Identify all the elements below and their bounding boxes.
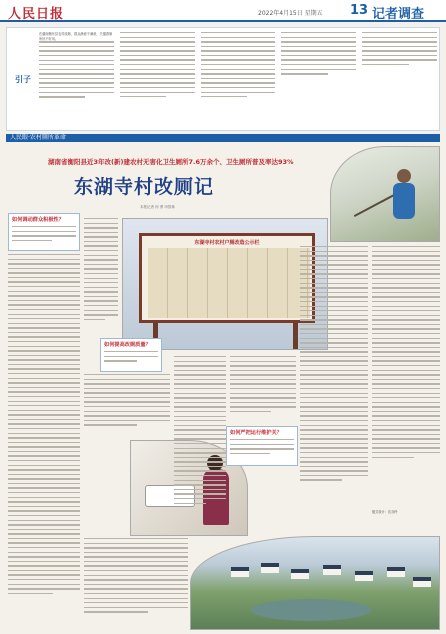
intro-column (362, 32, 437, 128)
article-column (84, 538, 188, 630)
article-headline: 东湖寺村改厕记 (74, 176, 215, 198)
intro-column (201, 32, 276, 128)
subhead-box (100, 338, 162, 372)
article-column (84, 218, 118, 338)
intro-column (120, 32, 195, 128)
subhead-box (8, 213, 80, 251)
notice-board-photo (122, 218, 328, 350)
notice-board-title: 东湖寺村农村户厕改造公示栏 (194, 240, 260, 246)
subhead-question: 如何提高改厕质量？ (104, 342, 151, 348)
layout-credit: 版式设计：沈亦伶 (372, 510, 398, 514)
article-column (230, 356, 296, 426)
intro-text-columns (39, 32, 437, 128)
section-band-label: 人民眼·农村厕所革命 (10, 134, 66, 141)
worker-photo (330, 146, 440, 242)
article-column (372, 246, 440, 532)
page-number: 13 (350, 3, 369, 18)
article-column (8, 254, 80, 630)
newspaper-logo: 人民日报 (8, 7, 65, 22)
section-title: 记者调查 (372, 7, 425, 22)
notice-board (139, 233, 315, 323)
subhead-question: 如何严把运行维护关？ (230, 430, 282, 436)
article-column (174, 356, 226, 536)
article-kicker: 湖南省衡阳县近3年改(新)建农村无害化卫生厕所7.6万余个、卫生厕所普及率达93% (48, 158, 294, 166)
intro-tag: 引子 (15, 75, 31, 84)
intro-box (6, 27, 440, 131)
intro-lead-text: 在湖南衡东县农村改厕，群众满意不满意，关键看厕所好不好用。 (39, 32, 113, 41)
section-band (6, 134, 440, 142)
subhead-question: 如何调动群众积极性？ (12, 217, 64, 223)
intro-column (39, 32, 114, 128)
article-byline: 本报记者 何 勇 申智林 (140, 205, 175, 209)
masthead (0, 0, 446, 22)
article-column (84, 374, 170, 438)
article-column (300, 246, 368, 532)
subhead-box (226, 426, 298, 466)
village-aerial-photo (190, 536, 440, 630)
intro-column (281, 32, 356, 128)
issue-date: 2022年4月15日 星期五 (258, 10, 323, 17)
